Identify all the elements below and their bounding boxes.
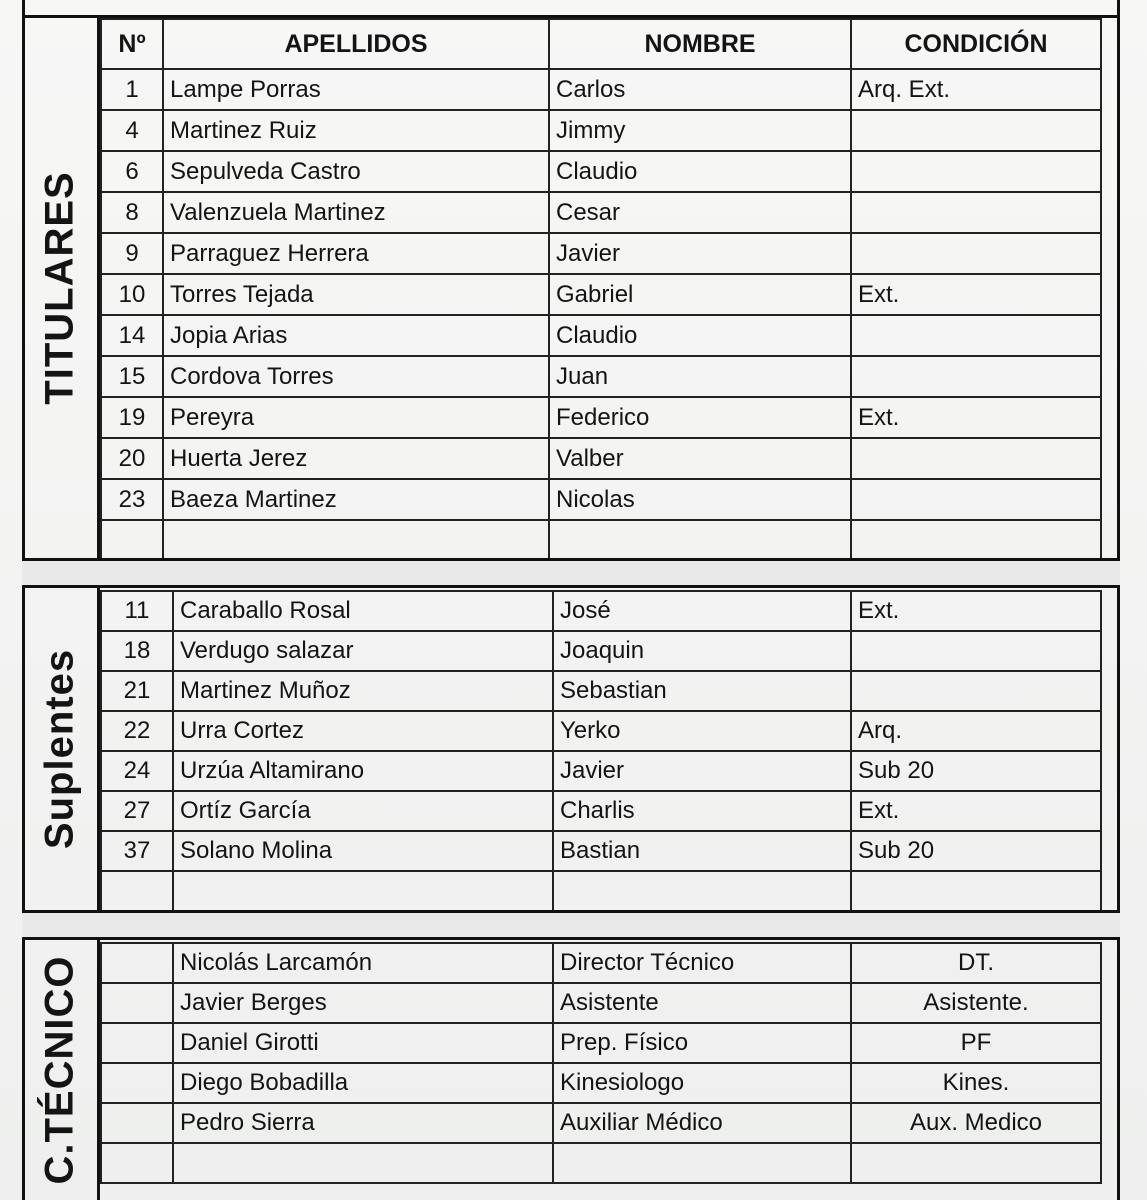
cell-condicion: Arq. — [851, 711, 1101, 751]
cell-nombre: Gabriel — [549, 274, 851, 315]
cell-nombre — [549, 520, 851, 561]
cell-num: 15 — [101, 356, 163, 397]
cell-nombre: Director Técnico — [553, 943, 851, 983]
cell-nombre: Cesar — [549, 192, 851, 233]
cell-nombre: Juan — [549, 356, 851, 397]
table-row — [101, 711, 1101, 751]
cell-num — [101, 983, 173, 1023]
section-divider-2 — [22, 910, 1120, 940]
header-condicion: CONDICIÓN — [851, 19, 1101, 69]
cell-condicion — [851, 233, 1101, 274]
cell-condicion: Ext. — [851, 274, 1101, 315]
cell-num — [101, 1103, 173, 1143]
table-row — [101, 233, 1101, 274]
cell-num — [101, 1023, 173, 1063]
table-row — [101, 671, 1101, 711]
table-row — [101, 151, 1101, 192]
cell-num: 8 — [101, 192, 163, 233]
cell-condicion — [851, 192, 1101, 233]
cell-condicion — [851, 1143, 1101, 1183]
cell-apellidos: Lampe Porras — [163, 69, 549, 110]
cell-num: 10 — [101, 274, 163, 315]
cell-apellidos — [173, 871, 553, 911]
cell-apellidos: Ortíz García — [173, 791, 553, 831]
cell-num — [101, 520, 163, 561]
cell-nombre: Auxiliar Médico — [553, 1103, 851, 1143]
cell-condicion — [851, 438, 1101, 479]
cell-nombre: Claudio — [549, 315, 851, 356]
table-row — [101, 110, 1101, 151]
cell-nombre: Javier — [553, 751, 851, 791]
cell-num — [101, 943, 173, 983]
cell-apellidos: Caraballo Rosal — [173, 591, 553, 631]
cell-condicion: Kines. — [851, 1063, 1101, 1103]
cell-num: 37 — [101, 831, 173, 871]
tecnico-label-box — [22, 940, 100, 1200]
cell-apellidos: Martinez Ruiz — [163, 110, 549, 151]
tecnico-label: C.TÉCNICO — [37, 955, 81, 1185]
table-row — [101, 192, 1101, 233]
cell-num — [101, 871, 173, 911]
table-row — [101, 69, 1101, 110]
suplentes-label-box — [22, 588, 100, 910]
cell-nombre — [553, 871, 851, 911]
cell-condicion — [851, 356, 1101, 397]
cell-nombre: Kinesiologo — [553, 1063, 851, 1103]
cell-nombre: Valber — [549, 438, 851, 479]
cell-apellidos: Sepulveda Castro — [163, 151, 549, 192]
cell-num: 27 — [101, 791, 173, 831]
cell-num: 21 — [101, 671, 173, 711]
titulares-label: TITULARES — [37, 171, 81, 405]
cell-num: 9 — [101, 233, 163, 274]
cell-apellidos: Nicolás Larcamón — [173, 943, 553, 983]
cell-nombre: Javier — [549, 233, 851, 274]
cell-apellidos: Diego Bobadilla — [173, 1063, 553, 1103]
cell-condicion: Sub 20 — [851, 831, 1101, 871]
table-row — [101, 831, 1101, 871]
cell-condicion: Arq. Ext. — [851, 69, 1101, 110]
cell-num — [101, 1063, 173, 1103]
cell-condicion: PF — [851, 1023, 1101, 1063]
cell-apellidos: Cordova Torres — [163, 356, 549, 397]
cell-apellidos: Solano Molina — [173, 831, 553, 871]
cell-apellidos: Huerta Jerez — [163, 438, 549, 479]
cell-apellidos: Jopia Arias — [163, 315, 549, 356]
table-row — [101, 591, 1101, 631]
cell-nombre: Carlos — [549, 69, 851, 110]
cell-apellidos: Javier Berges — [173, 983, 553, 1023]
cell-condicion: Aux. Medico — [851, 1103, 1101, 1143]
cell-num: 24 — [101, 751, 173, 791]
cell-nombre: Federico — [549, 397, 851, 438]
table-row — [101, 791, 1101, 831]
cell-condicion: Ext. — [851, 397, 1101, 438]
header-apellidos: APELLIDOS — [163, 19, 549, 69]
cell-apellidos: Urzúa Altamirano — [173, 751, 553, 791]
table-row — [101, 1103, 1101, 1143]
cell-apellidos: Pedro Sierra — [173, 1103, 553, 1143]
cell-nombre: Nicolas — [549, 479, 851, 520]
suplentes-label: Suplentes — [37, 648, 81, 850]
tecnico-section — [22, 940, 1120, 1200]
cell-nombre: Claudio — [549, 151, 851, 192]
cell-condicion — [851, 631, 1101, 671]
titulares-label-box — [22, 18, 100, 558]
section-divider-1 — [22, 558, 1120, 588]
cell-apellidos: Valenzuela Martinez — [163, 192, 549, 233]
cell-apellidos: Torres Tejada — [163, 274, 549, 315]
cell-num: 20 — [101, 438, 163, 479]
header-num: Nº — [101, 19, 163, 69]
table-row — [101, 520, 1101, 561]
cell-condicion: DT. — [851, 943, 1101, 983]
table-row — [101, 983, 1101, 1023]
cell-condicion — [851, 671, 1101, 711]
cell-condicion: Ext. — [851, 591, 1101, 631]
cell-num: 6 — [101, 151, 163, 192]
cell-condicion — [851, 151, 1101, 192]
cell-nombre: Yerko — [553, 711, 851, 751]
table-row — [101, 943, 1101, 983]
header-row — [101, 19, 1101, 69]
table-row — [101, 274, 1101, 315]
cell-nombre: Bastian — [553, 831, 851, 871]
cell-num: 14 — [101, 315, 163, 356]
cell-nombre: Jimmy — [549, 110, 851, 151]
cell-num: 11 — [101, 591, 173, 631]
cell-nombre: Prep. Físico — [553, 1023, 851, 1063]
cell-apellidos — [163, 520, 549, 561]
table-row — [101, 438, 1101, 479]
table-row — [101, 1063, 1101, 1103]
cell-num — [101, 1143, 173, 1183]
cell-num: 18 — [101, 631, 173, 671]
cell-condicion — [851, 110, 1101, 151]
cell-num: 23 — [101, 479, 163, 520]
cell-num: 22 — [101, 711, 173, 751]
cell-apellidos: Daniel Girotti — [173, 1023, 553, 1063]
cell-num: 1 — [101, 69, 163, 110]
cell-apellidos: Pereyra — [163, 397, 549, 438]
table-row — [101, 397, 1101, 438]
table-row — [101, 631, 1101, 671]
cell-condicion: Asistente. — [851, 983, 1101, 1023]
cell-condicion — [851, 315, 1101, 356]
cell-nombre: Sebastian — [553, 671, 851, 711]
cell-num: 4 — [101, 110, 163, 151]
cell-num: 19 — [101, 397, 163, 438]
cell-apellidos: Martinez Muñoz — [173, 671, 553, 711]
titulares-section — [22, 18, 1120, 558]
suplentes-section — [22, 588, 1120, 910]
table-row — [101, 315, 1101, 356]
table-row — [101, 479, 1101, 520]
cell-apellidos: Verdugo salazar — [173, 631, 553, 671]
titulares-table — [100, 18, 1102, 562]
top-rule — [22, 0, 1120, 18]
cell-nombre: Joaquin — [553, 631, 851, 671]
table-row — [101, 871, 1101, 911]
cell-nombre — [553, 1143, 851, 1183]
cell-condicion: Sub 20 — [851, 751, 1101, 791]
table-row — [101, 751, 1101, 791]
cell-nombre: Asistente — [553, 983, 851, 1023]
header-nombre: NOMBRE — [549, 19, 851, 69]
table-row — [101, 1143, 1101, 1183]
cell-nombre: José — [553, 591, 851, 631]
table-row — [101, 1023, 1101, 1063]
table-row — [101, 356, 1101, 397]
cell-apellidos — [173, 1143, 553, 1183]
cell-condicion — [851, 871, 1101, 911]
cell-condicion — [851, 520, 1101, 561]
cell-apellidos: Urra Cortez — [173, 711, 553, 751]
tecnico-table — [100, 942, 1102, 1184]
cell-nombre: Charlis — [553, 791, 851, 831]
cell-apellidos: Baeza Martinez — [163, 479, 549, 520]
suplentes-table — [100, 590, 1102, 912]
cell-condicion: Ext. — [851, 791, 1101, 831]
cell-condicion — [851, 479, 1101, 520]
cell-apellidos: Parraguez Herrera — [163, 233, 549, 274]
